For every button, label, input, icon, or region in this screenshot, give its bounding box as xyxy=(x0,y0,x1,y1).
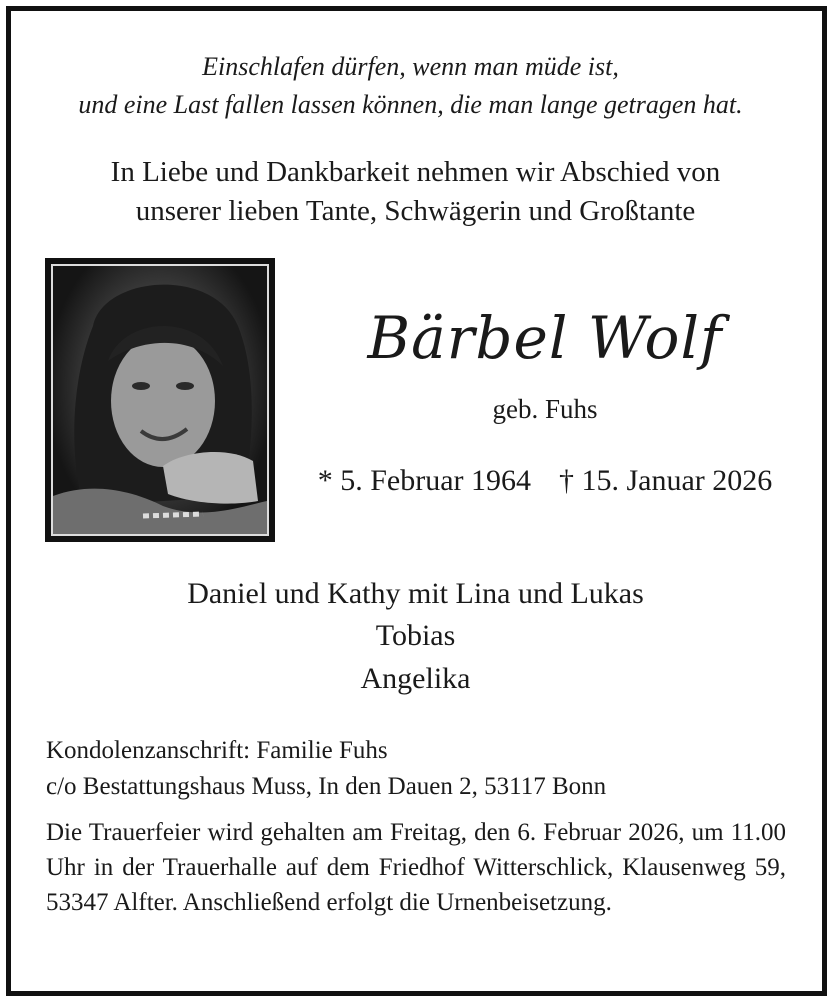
quote-line-2: und eine Last fallen lassen können, die man lange getragen hat. xyxy=(78,90,743,119)
portrait-photo xyxy=(45,258,275,542)
family-line-2: Tobias xyxy=(375,619,456,652)
condolence-address-line-1: Kondolenzanschrift: Familie Fuhs xyxy=(46,737,388,764)
funeral-service-text: Die Trauerfeier wird gehalten am Freitag, den 6. Februar 2026, um 11.00 Uhr in der Trauerhalle auf dem Friedhof Witterschlick, Klausenweg 59, 53347 Alfter. Anschließend erfolgt die Urnenbeisetzung. xyxy=(46,819,786,916)
deceased-name: Bärbel Wolf xyxy=(367,304,723,372)
family-line-3: Angelika xyxy=(360,662,471,695)
death-date: † 15. Januar 2026 xyxy=(559,464,773,497)
maiden-name: geb. Fuhs xyxy=(492,394,598,424)
quote-line-1: Einschlafen dürfen, wenn man müde ist, xyxy=(202,52,619,81)
life-dates xyxy=(300,462,790,500)
condolence-address-line-2: c/o Bestattungshaus Muss, In den Dauen 2, 53117 Bonn xyxy=(46,773,607,800)
portrait-image xyxy=(53,266,267,534)
family-line-1: Daniel und Kathy mit Lina und Lukas xyxy=(187,577,644,610)
intro-line-2: unserer lieben Tante, Schwägerin und Großtante xyxy=(135,195,696,227)
intro-line-1: In Liebe und Dankbarkeit nehmen wir Abschied von xyxy=(110,156,721,188)
birth-date: * 5. Februar 1964 xyxy=(317,464,531,497)
